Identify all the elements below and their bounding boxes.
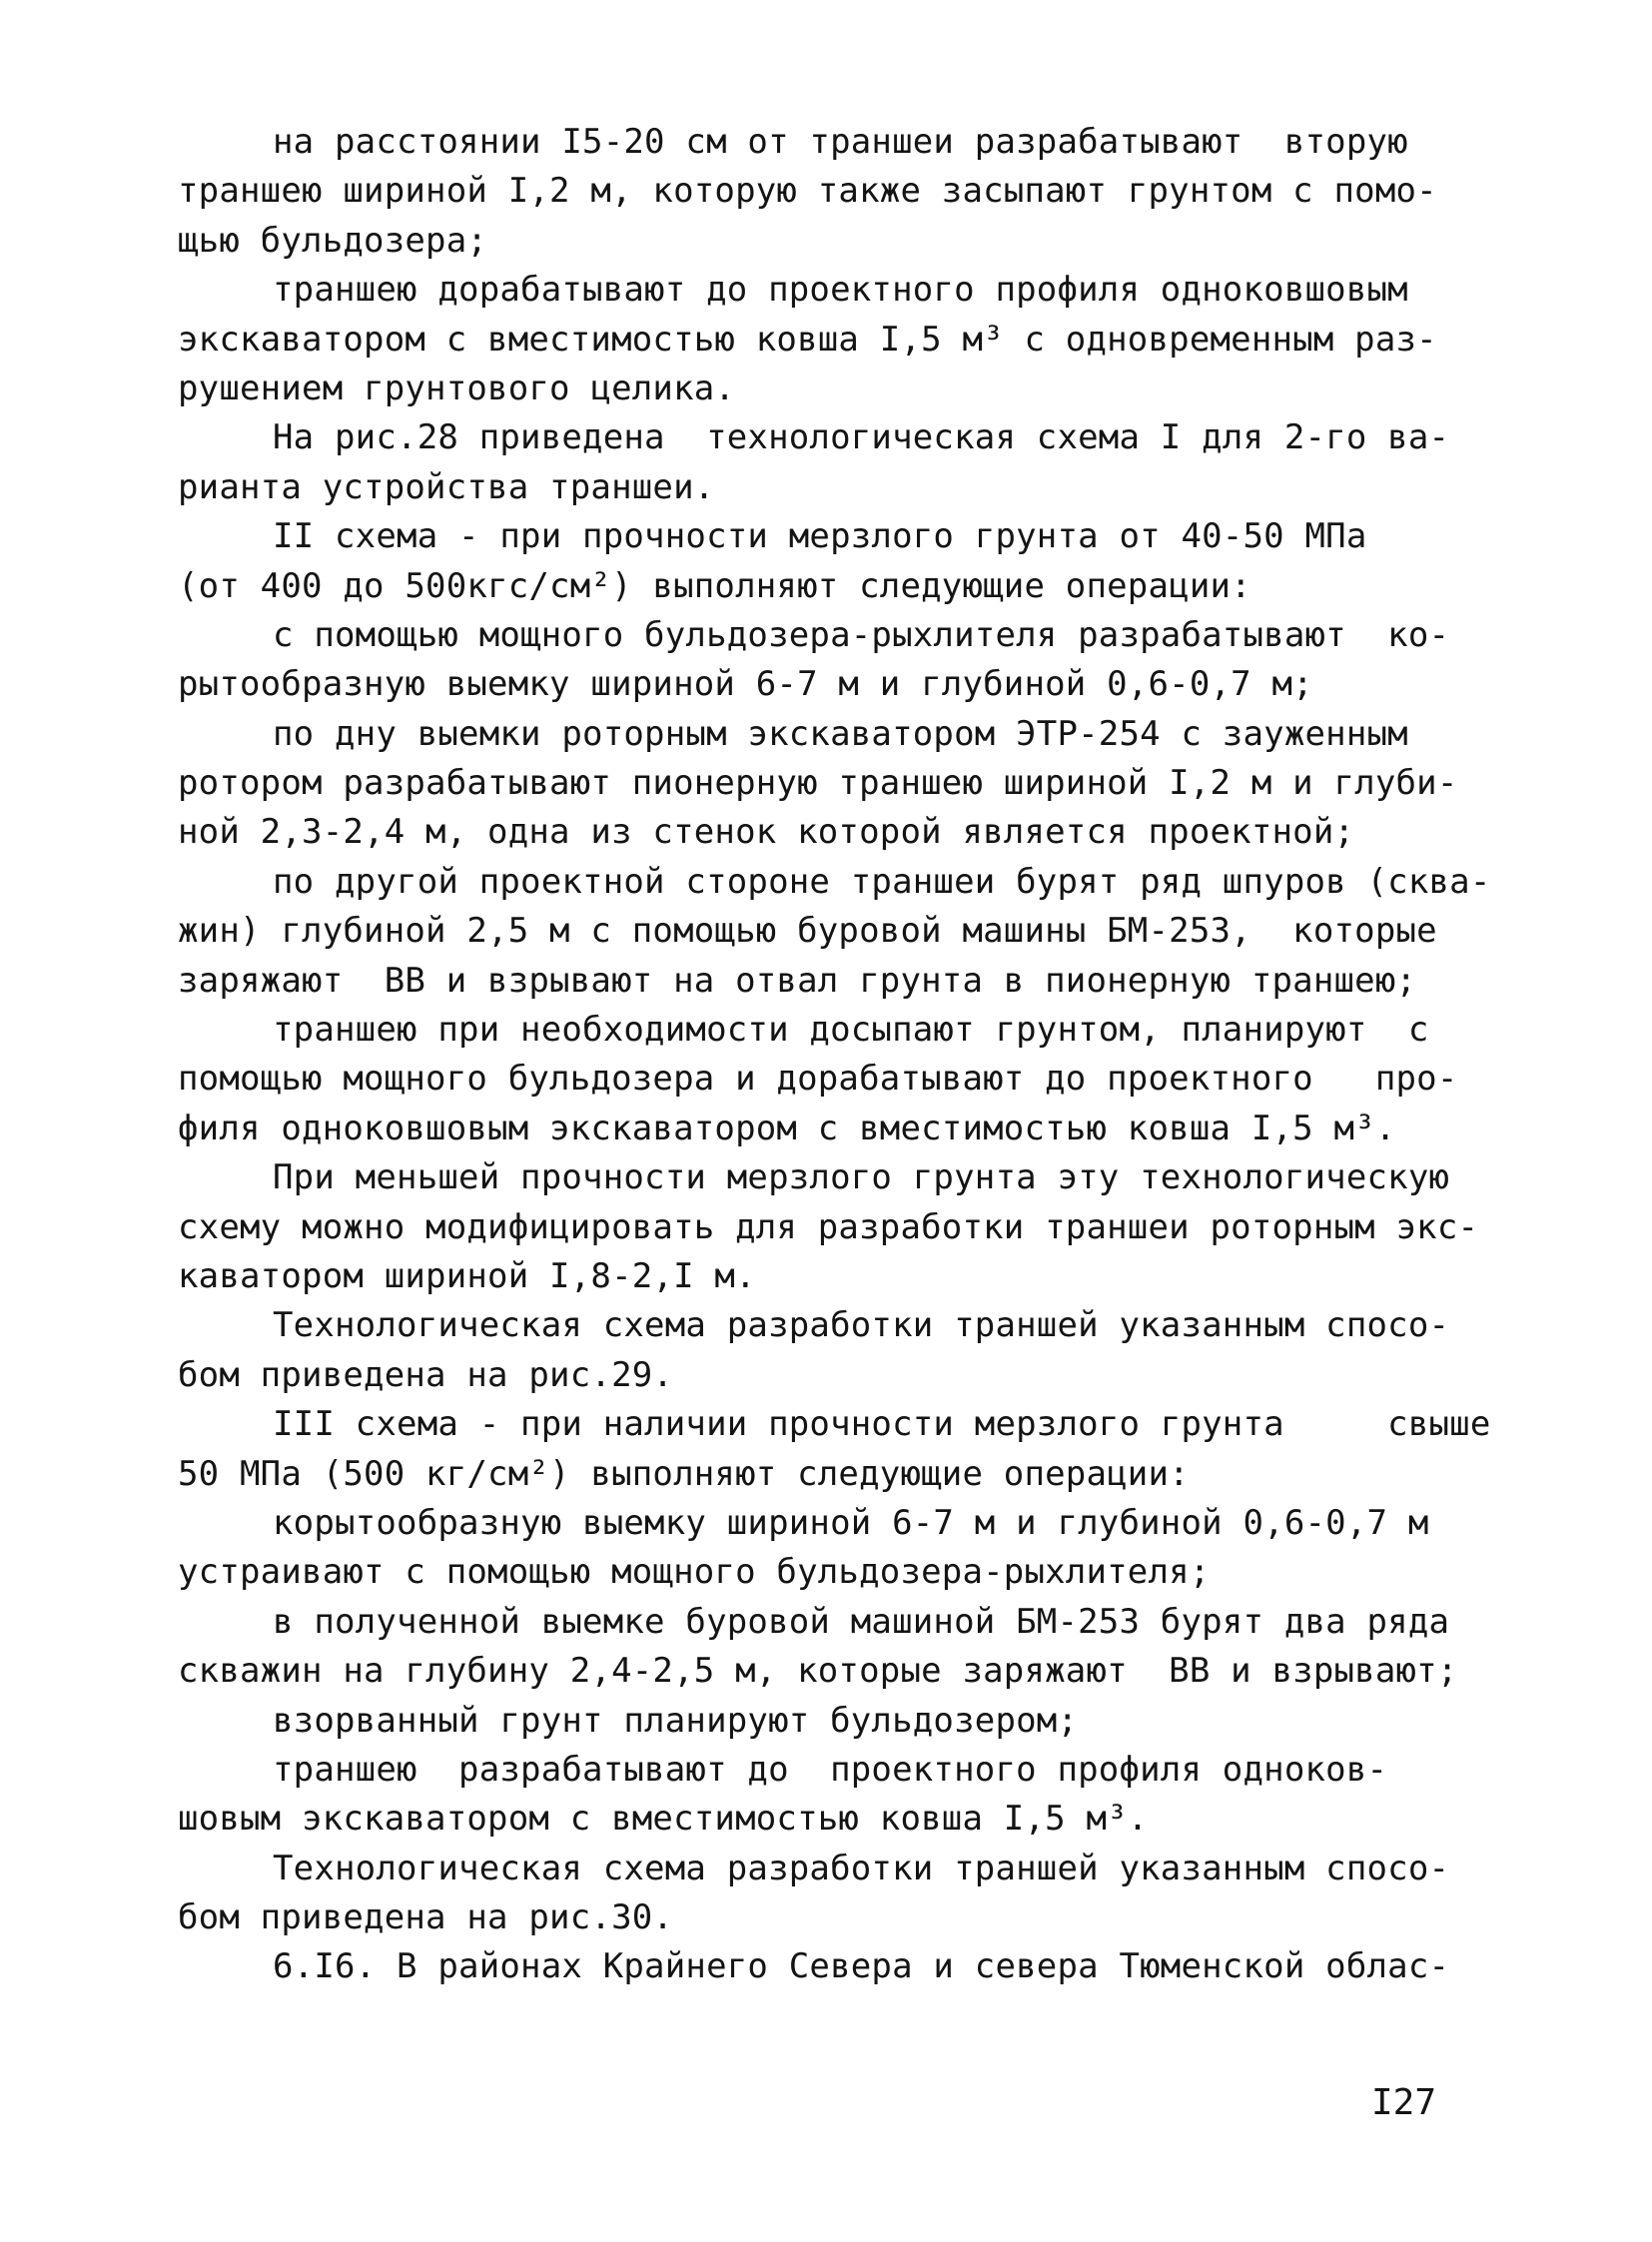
text-line: рушением грунтового целика. bbox=[178, 368, 736, 408]
page-number: I27 bbox=[1371, 2082, 1437, 2123]
text-line: рытообразную выемку шириной 6-7 м и глубиной 0,6-0,7 м; bbox=[178, 664, 1313, 705]
text-line: схему можно модифицировать для разработки траншеи роторным экс- bbox=[178, 1206, 1479, 1247]
text-line: заряжают ВВ и взрывают на отвал грунта в пионерную траншею; bbox=[178, 960, 1417, 1001]
body-text bbox=[178, 118, 1491, 1992]
text-line: жин) глубиной 2,5 м с помощью буровой машины БМ-253, которые bbox=[178, 911, 1437, 952]
text-line: траншею при необходимости досыпают грунтом, планируют с bbox=[273, 1010, 1429, 1051]
text-line: бом приведена на рис.30. bbox=[178, 1897, 674, 1938]
text-line: филя одноковшовым экскаватором с вместимостью ковша I,5 м³. bbox=[178, 1108, 1396, 1148]
text-line: 6.I6. В районах Крайнего Севера и севера Тюменской облас- bbox=[273, 1946, 1450, 1987]
text-line: устраивают с помощью мощного бульдозера-рыхлителя; bbox=[178, 1552, 1211, 1593]
text-line: траншею шириной I,2 м, которую также засыпают грунтом с помо- bbox=[178, 171, 1437, 212]
text-line: траншею разрабатывают до проектного профиля одноков- bbox=[273, 1749, 1388, 1790]
text-line: ной 2,3-2,4 м, одна из стенок которой является проектной; bbox=[178, 812, 1355, 853]
text-line: III схема - при наличии прочности мерзлого грунта свыше bbox=[273, 1404, 1491, 1445]
text-line: Технологическая схема разработки траншей указанным спосо- bbox=[273, 1305, 1450, 1346]
text-line: с помощью мощного бульдозера-рыхлителя разрабатывают ко- bbox=[273, 614, 1450, 655]
text-line: Технологическая схема разработки траншей указанным спосо- bbox=[273, 1848, 1450, 1888]
text-line: в полученной выемке буровой машиной БМ-253 бурят два ряда bbox=[273, 1601, 1450, 1642]
text-line: корытообразную выемку шириной 6-7 м и глубиной 0,6-0,7 м bbox=[273, 1502, 1429, 1543]
text-line: экскаватором с вместимостью ковша I,5 м³ с одновременным раз- bbox=[178, 319, 1437, 360]
text-line: шовым экскаватором с вместимостью ковша I,5 м³. bbox=[178, 1799, 1149, 1840]
text-line: бом приведена на рис.29. bbox=[178, 1354, 674, 1395]
text-line: II схема - при прочности мерзлого грунта от 40-50 МПа bbox=[273, 516, 1367, 557]
text-line: ротором разрабатывают пионерную траншею шириной I,2 м и глуби- bbox=[178, 763, 1458, 804]
text-line: скважин на глубину 2,4-2,5 м, которые заряжают ВВ и взрывают; bbox=[178, 1651, 1458, 1692]
text-line: по другой проектной стороне траншеи бурят ряд шпуров (сква- bbox=[273, 861, 1491, 902]
text-line: помощью мощного бульдозера и дорабатывают до проектного про- bbox=[178, 1059, 1458, 1100]
text-line: На рис.28 приведена технологическая схема I для 2-го ва- bbox=[273, 417, 1450, 458]
text-line: щью бульдозера; bbox=[178, 220, 488, 261]
text-line: рианта устройства траншеи. bbox=[178, 466, 715, 507]
text-line: по дну выемки роторным экскаватором ЭТР-254 с зауженным bbox=[273, 713, 1408, 754]
text-line: каватором шириной I,8-2,I м. bbox=[178, 1255, 756, 1296]
text-line: на расстоянии I5-20 см от траншеи разрабатывают вторую bbox=[273, 122, 1408, 162]
text-line: 50 МПа (500 кг/см²) выполняют следующие операции: bbox=[178, 1453, 1190, 1494]
text-line: При меньшей прочности мерзлого грунта эту технологическую bbox=[273, 1157, 1450, 1198]
text-line: (от 400 до 500кгс/см²) выполняют следующие операции: bbox=[178, 565, 1251, 606]
text-line: взорванный грунт планируют бульдозером; bbox=[273, 1700, 1079, 1741]
text-line: траншею дорабатывают до проектного профиля одноковшовым bbox=[273, 270, 1408, 311]
